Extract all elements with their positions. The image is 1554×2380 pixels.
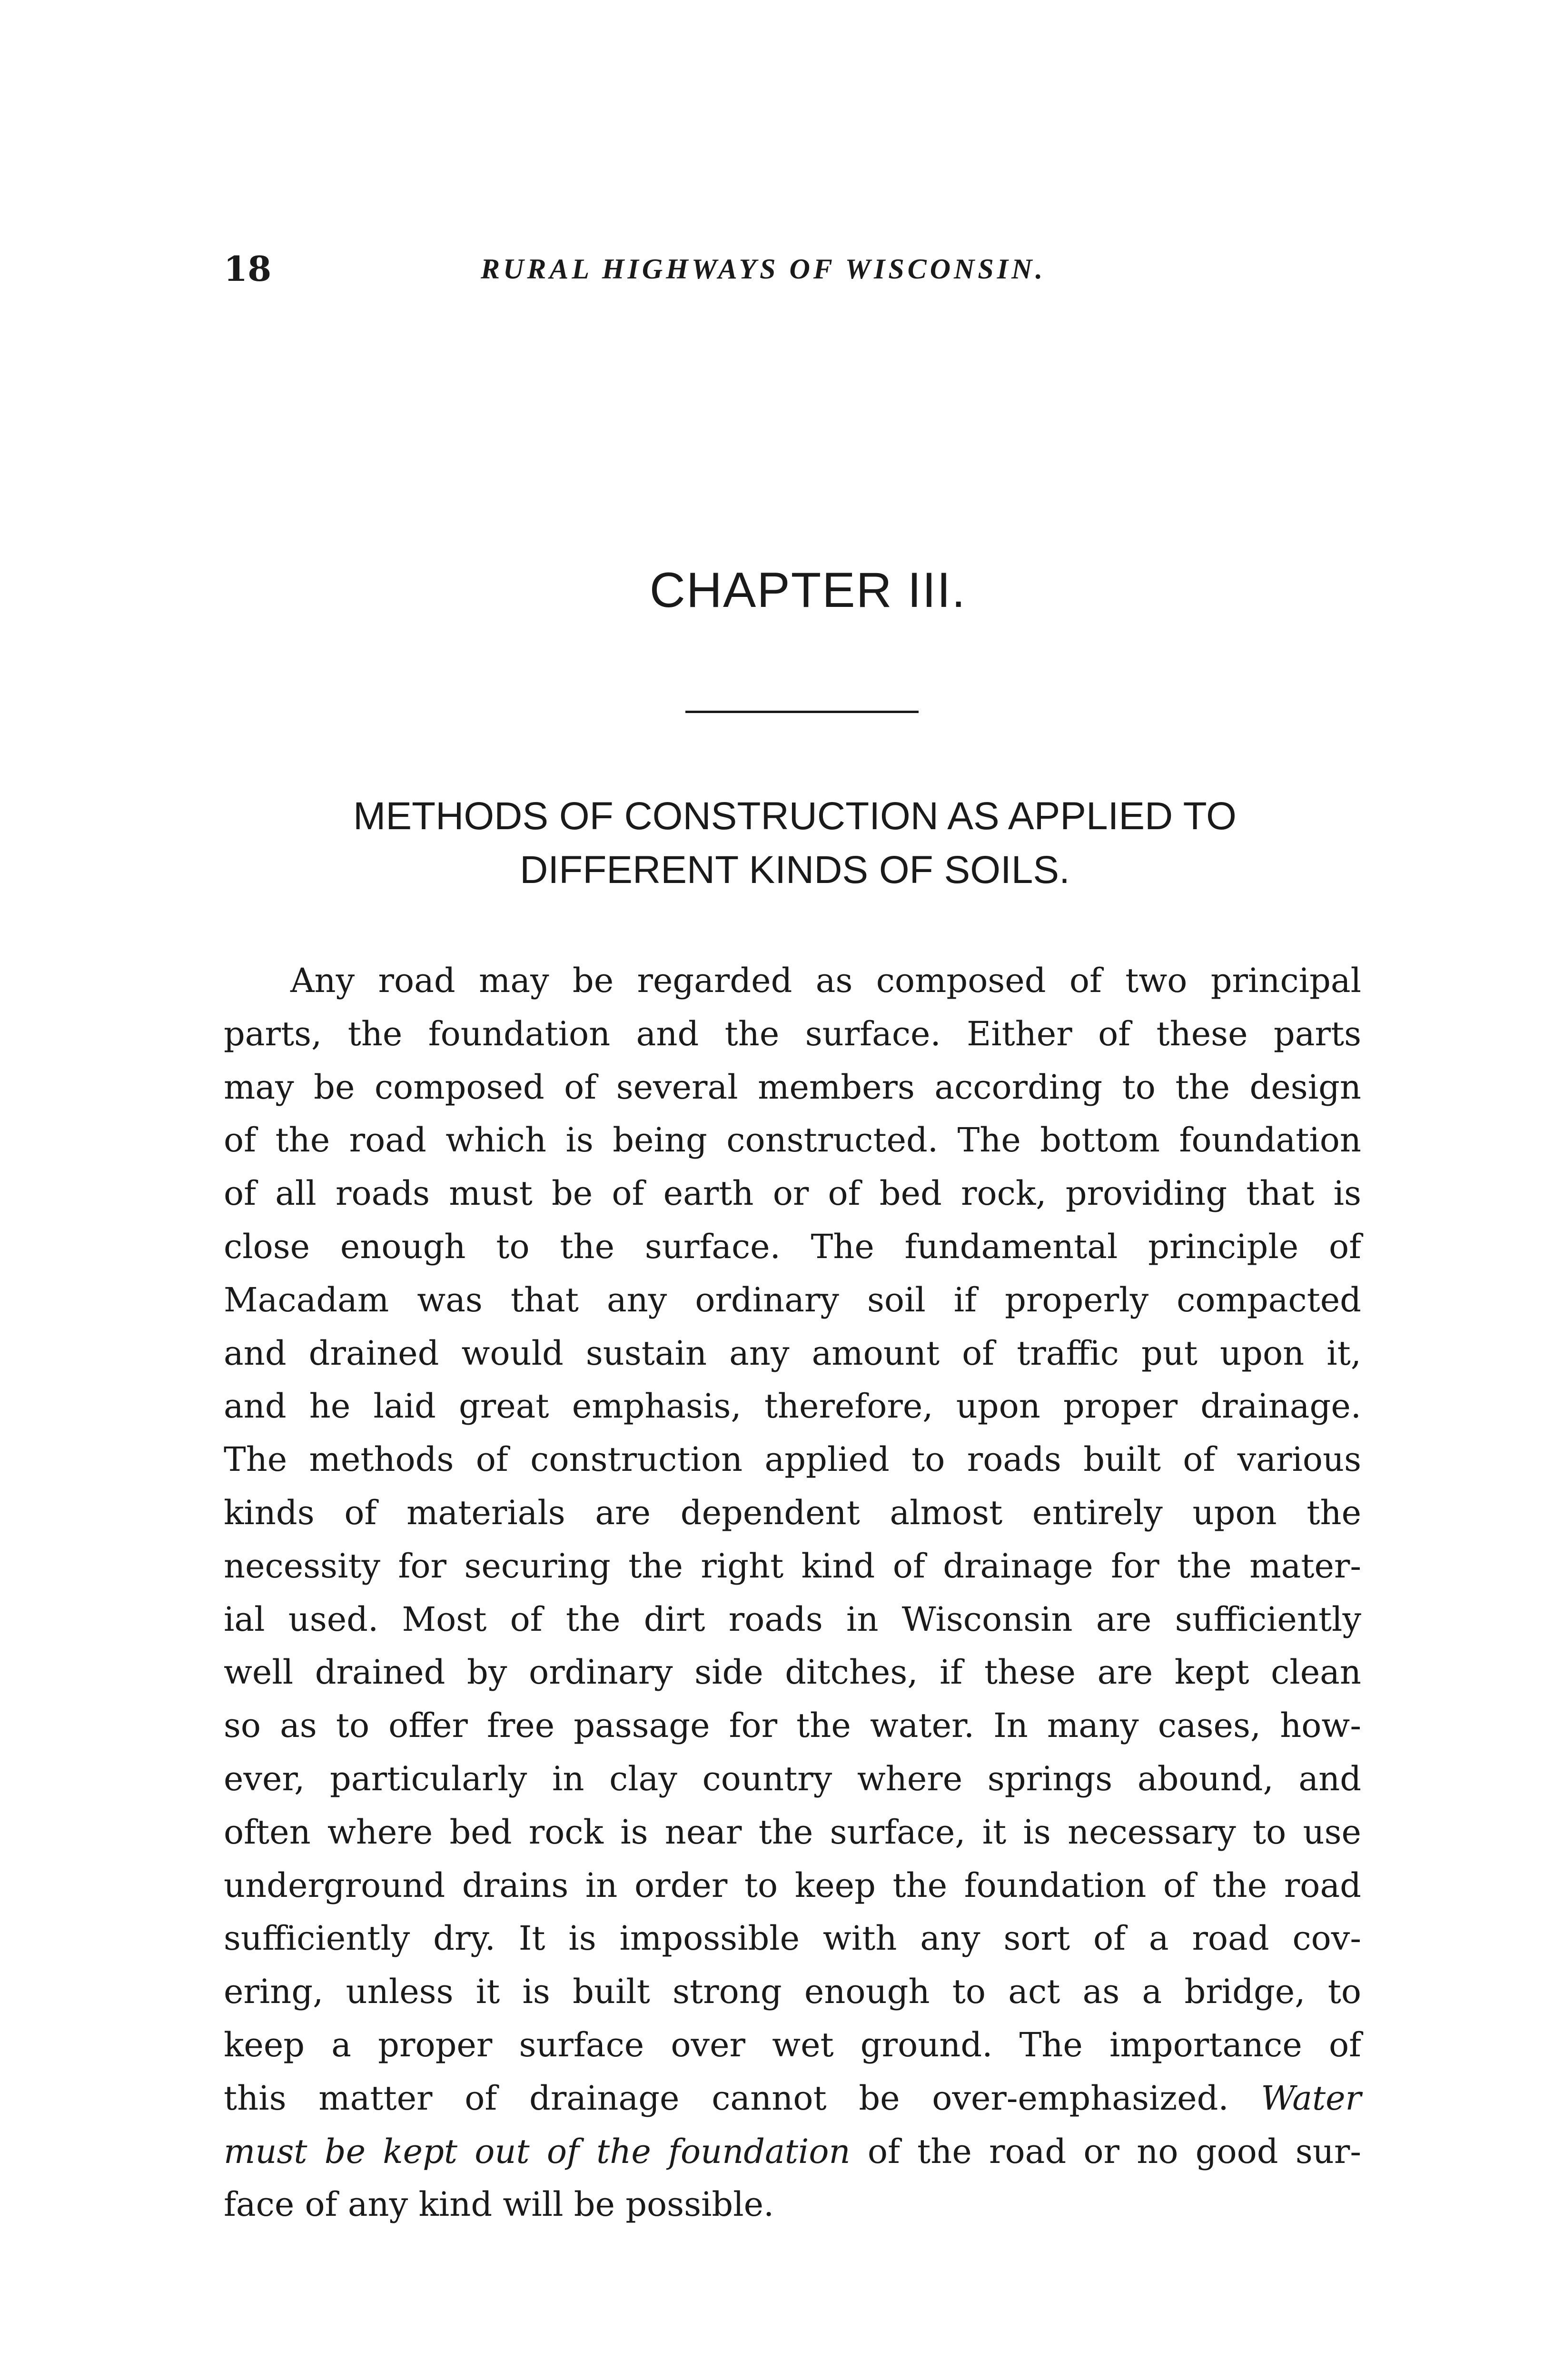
page-number: 18 (224, 248, 272, 289)
section-title (228, 789, 1361, 897)
body-line: ever, particularly in clay country where springs abound, and (224, 1759, 1361, 1798)
section-title-line-1: METHODS OF CONSTRUCTION AS APPLIED TO (353, 794, 1237, 838)
body-line: may be composed of several members according to the design (224, 1067, 1361, 1107)
body-line: Macadam was that any ordinary soil if properly compacted (224, 1280, 1361, 1319)
running-title: RURAL HIGHWAYS OF WISCONSIN. (481, 253, 1046, 285)
chapter-heading: CHAPTER III. (649, 563, 967, 618)
body-line-italic-part: Water (1261, 2078, 1361, 2118)
chapter-divider-rule (685, 711, 919, 713)
body-line: of the road which is being constructed. The bottom foundation (224, 1121, 1361, 1160)
running-head (224, 248, 1361, 290)
body-line: keep a proper surface over wet ground. The importance of (224, 2025, 1361, 2064)
body-line: and he laid great emphasis, therefore, upon proper drainage. (224, 1387, 1361, 1426)
body-line: ering, unless it is built strong enough to act as a bridge, to (224, 1972, 1361, 2012)
body-line: The methods of construction applied to roads built of various (224, 1440, 1361, 1479)
body-line: of all roads must be of earth or of bed rock, providing that is (224, 1174, 1361, 1213)
body-line: parts, the foundation and the surface. Either of these parts (224, 1014, 1361, 1053)
body-line-plain-part: of the road or no good sur- (867, 2132, 1361, 2171)
body-line-with-italic (224, 2125, 1361, 2179)
body-line: well drained by ordinary side ditches, if these are kept clean (224, 1653, 1361, 1692)
body-line: ial used. Most of the dirt roads in Wisconsin are sufficiently (224, 1599, 1361, 1639)
body-line-with-italic (224, 2072, 1361, 2125)
body-line: close enough to the surface. The fundamental principle of (224, 1227, 1361, 1266)
body-line: sufficiently dry. It is impossible with any sort of a road cov- (224, 1919, 1361, 1958)
body-line: kinds of materials are dependent almost entirely upon the (224, 1493, 1361, 1532)
section-title-line-2: DIFFERENT KINDS OF SOILS. (520, 848, 1070, 892)
body-line: necessity for securing the right kind of drainage for the mater- (224, 1546, 1361, 1586)
body-paragraph (224, 954, 1361, 2231)
body-line-italic-part: must be kept out of the foundation (224, 2132, 851, 2171)
body-line: so as to offer free passage for the water. In many cases, how- (224, 1706, 1361, 1745)
body-line: Any road may be regarded as composed of two principal (290, 961, 1361, 1000)
body-line-last: face of any kind will be possible. (224, 2185, 774, 2224)
body-line: often where bed rock is near the surface, it is necessary to use (224, 1812, 1361, 1852)
body-line: underground drains in order to keep the foundation of the road (224, 1865, 1361, 1905)
body-line-plain-part: this matter of drainage cannot be over-emphasized. (224, 2078, 1229, 2118)
body-line: and drained would sustain any amount of traffic put upon it, (224, 1333, 1361, 1373)
